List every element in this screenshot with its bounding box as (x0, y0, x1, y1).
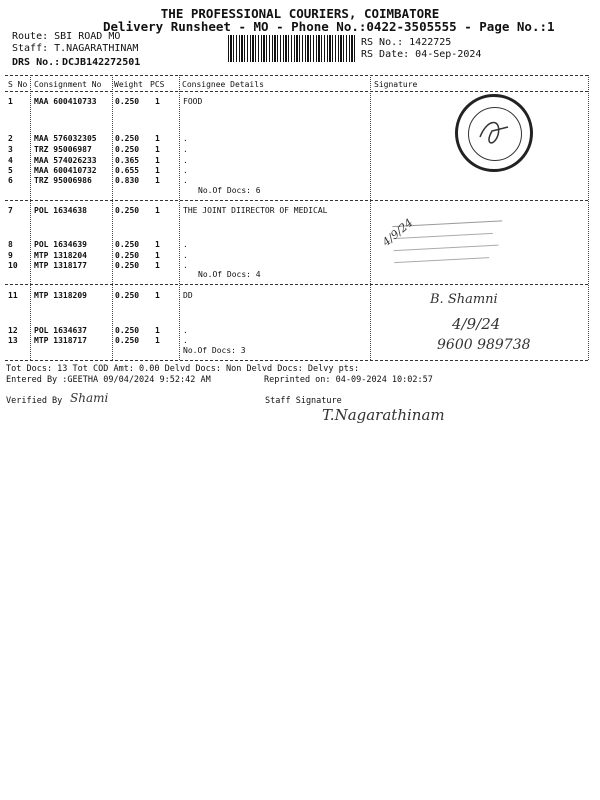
row-weight: 0.250 (115, 240, 140, 249)
row-pcs: 1 (155, 291, 160, 300)
row-consignment: MTP 1318209 (34, 291, 87, 300)
col-header-sno: S No (8, 80, 28, 89)
row-pcs: 1 (155, 134, 160, 143)
docs-count: No.Of Docs: 4 (198, 270, 261, 279)
row-sno: 5 (8, 166, 13, 175)
staff-label: Staff: T.NAGARATHINAM (12, 43, 139, 54)
staff-signature: T.Nagarathinam (322, 406, 445, 424)
col-header-consignment: Consignment No (34, 80, 102, 89)
totals-line: Tot Docs: 13 Tot COD Amt: 0.00 Delvd Docs: Non Delvd Docs: Delvy pts: (6, 364, 360, 374)
row-sno: 1 (8, 97, 13, 106)
column-divider (588, 75, 589, 360)
row-pcs: 1 (155, 206, 160, 215)
handwritten-date: 4/9/24 (379, 216, 416, 249)
row-weight: 0.250 (115, 336, 140, 345)
runsheet-title: Delivery Runsheet - MO - Phone No.:0422-3505555 - Page No.:1 (103, 19, 555, 34)
receiver-signature: B. Shamni (430, 292, 498, 307)
row-mark: . (183, 166, 188, 175)
row-pcs: 1 (155, 326, 160, 335)
col-header-signature: Signature (374, 80, 418, 89)
row-weight: 0.250 (115, 326, 140, 335)
docs-count: No.Of Docs: 6 (198, 186, 261, 195)
row-sno: 2 (8, 134, 13, 143)
row-sno: 7 (8, 206, 13, 215)
row-weight: 0.250 (115, 291, 140, 300)
header-rule (5, 91, 588, 92)
row-pcs: 1 (155, 336, 160, 345)
group-rule (5, 284, 588, 285)
row-consignment: POL 1634639 (34, 240, 87, 249)
row-mark: . (183, 326, 188, 335)
consignee-name: FOOD (183, 97, 203, 106)
row-pcs: 1 (155, 261, 160, 270)
column-divider (370, 75, 371, 360)
row-pcs: 1 (155, 251, 160, 260)
reprinted-on: Reprinted on: 04-09-2024 10:02:57 (264, 375, 433, 385)
row-consignment: MAA 576032305 (34, 134, 97, 143)
staff-signature-label: Staff Signature (265, 396, 342, 406)
row-pcs: 1 (155, 166, 160, 175)
row-sno: 11 (8, 291, 18, 300)
verified-by-label: Verified By (6, 396, 63, 406)
row-weight: 0.655 (115, 166, 140, 175)
consignee-name: THE JOINT DIIRECTOR OF MEDICAL (183, 206, 328, 215)
barcode (228, 35, 355, 62)
row-weight: 0.250 (115, 145, 140, 154)
row-consignment: TRZ 95006986 (34, 176, 92, 185)
row-pcs: 1 (155, 240, 160, 249)
row-consignment: MTP 1318717 (34, 336, 87, 345)
col-header-consignee: Consignee Details (182, 80, 264, 89)
row-mark: . (183, 336, 188, 345)
row-sno: 4 (8, 156, 13, 165)
column-divider (30, 75, 31, 360)
row-sno: 8 (8, 240, 13, 249)
row-mark: . (183, 145, 188, 154)
drs-label: DRS No.: (12, 57, 61, 68)
row-sno: 3 (8, 145, 13, 154)
stamp-scribble (458, 97, 530, 169)
row-sno: 6 (8, 176, 13, 185)
row-consignment: POL 1634638 (34, 206, 87, 215)
delivery-stamp (455, 94, 533, 172)
docs-count: No.Of Docs: 3 (183, 346, 246, 355)
row-sno: 9 (8, 251, 13, 260)
row-weight: 0.250 (115, 97, 140, 106)
col-header-weight: Weight (114, 80, 143, 89)
row-weight: 0.250 (115, 261, 140, 270)
row-mark: . (183, 134, 188, 143)
entered-by: Entered By :GEETHA 09/04/2024 9:52:42 AM (6, 375, 211, 385)
row-consignment: MAA 600410732 (34, 166, 97, 175)
row-consignment: TRZ 95006987 (34, 145, 92, 154)
row-weight: 0.250 (115, 251, 140, 260)
verified-signature: Shami (70, 391, 109, 405)
row-weight: 0.250 (115, 134, 140, 143)
company-title: THE PROFESSIONAL COURIERS, COIMBATORE (160, 6, 440, 21)
row-consignment: MTP 1318204 (34, 251, 87, 260)
row-sno: 12 (8, 326, 18, 335)
row-mark: . (183, 176, 188, 185)
drs-value: DCJB142272501 (62, 57, 141, 68)
row-sno: 10 (8, 261, 18, 270)
row-consignment: MTP 1318177 (34, 261, 87, 270)
consignee-name: DD (183, 291, 193, 300)
row-consignment: MAA 600410733 (34, 97, 97, 106)
row-mark: . (183, 251, 188, 260)
column-divider (112, 75, 113, 360)
table-top-rule (5, 75, 588, 76)
row-weight: 0.365 (115, 156, 140, 165)
rs-date: RS Date: 04-Sep-2024 (361, 49, 482, 60)
row-weight: 0.830 (115, 176, 140, 185)
col-header-pcs: PCS (150, 80, 165, 89)
rs-number: RS No.: 1422725 (361, 37, 452, 48)
office-stamp (392, 211, 514, 263)
row-consignment: MAA 574026233 (34, 156, 97, 165)
row-pcs: 1 (155, 97, 160, 106)
row-mark: . (183, 156, 188, 165)
row-pcs: 1 (155, 145, 160, 154)
row-weight: 0.250 (115, 206, 140, 215)
row-mark: . (183, 240, 188, 249)
table-bottom-rule (5, 360, 588, 361)
row-consignment: POL 1634637 (34, 326, 87, 335)
row-sno: 13 (8, 336, 18, 345)
route-label: Route: SBI ROAD MO (12, 31, 121, 42)
column-divider (179, 75, 180, 360)
receiver-phone: 9600 989738 (437, 337, 531, 353)
group-rule (5, 200, 588, 201)
row-pcs: 1 (155, 156, 160, 165)
receiver-date: 4/9/24 (452, 315, 501, 333)
row-mark: . (183, 261, 188, 270)
row-pcs: 1 (155, 176, 160, 185)
